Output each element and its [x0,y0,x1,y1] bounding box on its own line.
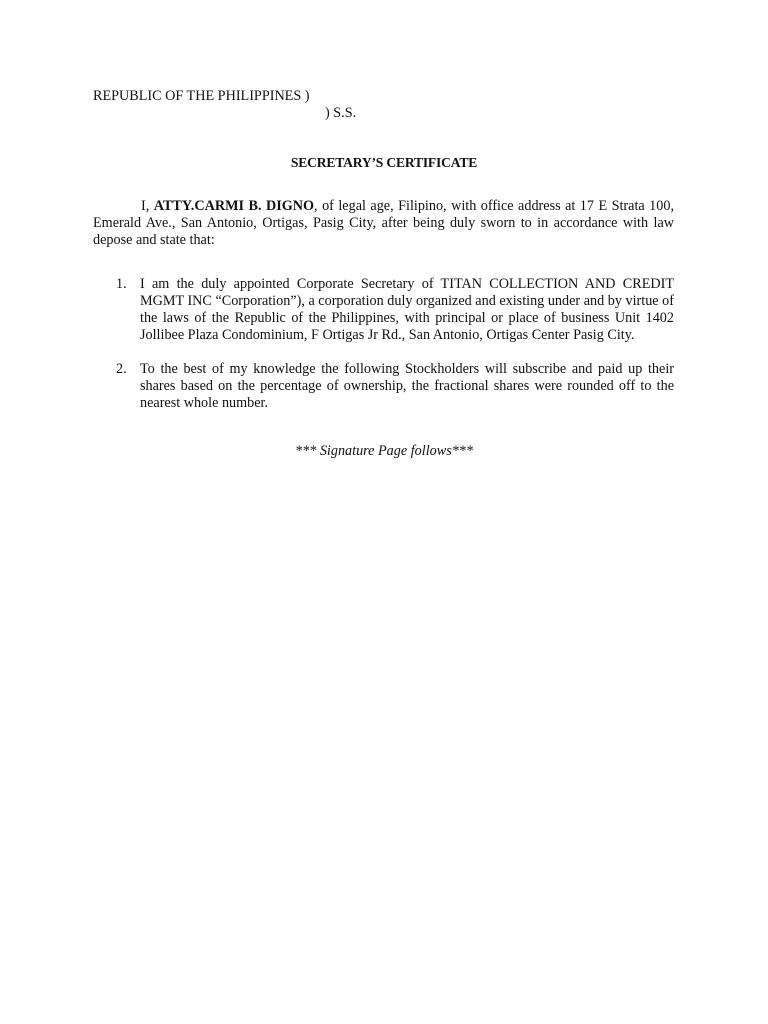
venue-republic: REPUBLIC OF THE PHILIPPINES ) [93,88,310,104]
list-item [93,276,674,344]
intro-text: , of legal age, Filipino, with office address at 17 E Strata 100, Emerald Ave., San Antonio, Ortigas, Pasig City, after being duly sworn to in accordance with law depose and state that: [93,198,674,248]
item-number: 2. [116,361,127,377]
list-item [93,361,674,412]
numbered-list [93,276,674,429]
intro-paragraph [93,198,674,249]
signature-page-note: *** Signature Page follows*** [295,443,473,459]
document-title: SECRETARY’S CERTIFICATE [290,155,478,170]
item-number: 1. [116,276,127,292]
item-text: I am the duly appointed Corporate Secretary of TITAN COLLECTION AND CREDIT MGMT INC “Corporation”), a corporation duly organized and existing under and by virtue of the laws of the Republic of the Philippines, with principal or place of business Unit 1402 Jollibee Plaza Condominium, F Ortigas Jr Rd., San Antonio, Ortigas Center Pasig City. [140,276,674,343]
affiant-name: ATTY.CARMI B. DIGNO [153,198,315,214]
intro-prefix: I, [141,198,154,214]
venue-ss: ) S.S. [325,105,357,121]
item-text: To the best of my knowledge the following Stockholders will subscribe and paid up their shares based on the percentage of ownership, the fractional shares were rounded off to the nearest whole number. [140,361,674,411]
